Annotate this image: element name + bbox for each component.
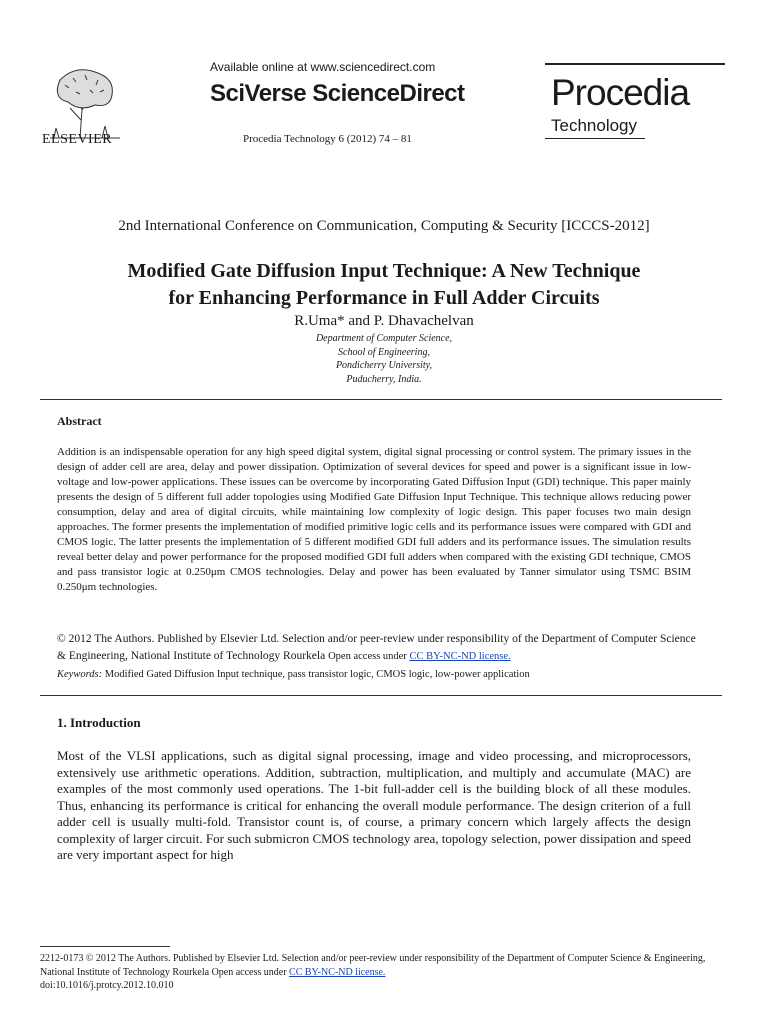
- keywords-text: Modified Gated Diffusion Input technique, pass transistor logic, CMOS logic, low-power application: [102, 669, 530, 680]
- divider: [40, 399, 722, 400]
- affiliation: [0, 332, 768, 386]
- procedia-underline: [545, 138, 645, 139]
- footnote-rule: [40, 946, 170, 947]
- doi: doi:10.1016/j.protcy.2012.10.010: [40, 980, 174, 991]
- keywords-label: Keywords:: [57, 669, 103, 680]
- paper-title: [40, 258, 728, 312]
- affiliation-line: Department of Computer Science,: [315, 333, 453, 344]
- title-line-2: for Enhancing Performance in Full Adder Circuits: [168, 287, 600, 309]
- copyright-text: © 2012 The Authors. Published by Elsevier Ltd. Selection and/or peer-review under responsibility of the Department of Computer Science & Engineering, National Institute of Technology Rourkela: [57, 633, 696, 662]
- journal-logo-sub: Technology: [551, 116, 638, 135]
- affiliation-line: Pondicherry University,: [335, 360, 433, 371]
- publisher-name: ELSEVIER: [42, 132, 113, 147]
- procedia-rule: [545, 63, 725, 65]
- footer-license-link[interactable]: CC BY-NC-ND license.: [289, 966, 386, 978]
- platform-name: SciVerse ScienceDirect: [210, 80, 465, 107]
- authors: R.Uma* and P. Dhavachelvan: [294, 313, 474, 329]
- footer: [40, 952, 730, 993]
- license-link[interactable]: CC BY-NC-ND license.: [409, 651, 511, 662]
- journal-logo-name: Procedia: [551, 72, 690, 113]
- sciencedirect-link[interactable]: www.sciencedirect.com: [310, 60, 436, 74]
- affiliation-line: Puducherry, India.: [346, 373, 422, 385]
- open-access-label: Open access under: [328, 651, 410, 662]
- journal-citation: Procedia Technology 6 (2012) 74 – 81: [243, 133, 412, 145]
- footer-open-access: Open access under: [209, 966, 290, 978]
- conference-name: 2nd International Conference on Communication, Computing & Security [ICCCS-2012]: [118, 218, 650, 234]
- title-line-1: Modified Gate Diffusion Input Technique: A New Technique: [127, 260, 641, 282]
- available-prefix: Available online at: [210, 60, 311, 74]
- footer-copyright: 2212-0173 © 2012 The Authors. Published by Elsevier Ltd. Selection and/or peer-review under responsibility of the Department of Computer Science & Engineering, National Institute of Technology Rourkela: [40, 953, 706, 978]
- affiliation-line: School of Engineering,: [338, 346, 430, 358]
- abstract-heading: Abstract: [57, 414, 102, 428]
- keywords: [57, 669, 707, 680]
- available-online: [210, 60, 435, 74]
- divider: [40, 695, 722, 696]
- copyright-notice: [57, 631, 707, 665]
- intro-text: Most of the VLSI applications, such as digital signal processing, image and video processing, and microprocessors, extensively use arithmetic operations. Addition, subtraction, multiplication, and multiply and accumulate (MAC) are examples of the most commonly used operations. The 1-bit full-adder cell is the building block of all these modules. Thus, enhancing its performance is critical for enhancing the overall module performance. The design criterion of a full adder cell is usually multi-fold. Transistor count is, of course, a primary concern which largely affects the design complexity of larger circuit. For such submicron CMOS technology area, topology selection, power dissipation and speed are very important aspect for high: [57, 748, 691, 862]
- section-heading: 1. Introduction: [57, 715, 141, 730]
- abstract-text: Addition is an indispensable operation for any high speed digital system, digital signal processing or control system. The primary issues in the design of adder cell are area, delay and power dissipation. Optimization of several devices for speed and power is a significant issue in low-voltage and low-power applications. These issues can be overcome by incorporating Gated Diffusion Input (GDI) technique. This paper mainly presents the design of 5 different full adder topologies using Modified Gate Diffusion Input Technique. This technique allows reducing power consumption, delay and area of digital circuits, while maintaining low complexity of logic design. This paper focuses two main design approaches. The former presents the implementation of modified primitive logic cells and its performance issues were compared with GDI and CMOS logic. The latter presents the implementation of 5 different modified GDI full adders and its performance issues. The simulation results reveal better delay and power performance for the proposed modified GDI full adders when compared with the existing GDI technique, CMOS and pass transistor logic at 0.250μm CMOS technologies. Delay and power has been evaluated by Tanner simulator using TSMC BSIM 0.250μm technologies.: [57, 446, 691, 593]
